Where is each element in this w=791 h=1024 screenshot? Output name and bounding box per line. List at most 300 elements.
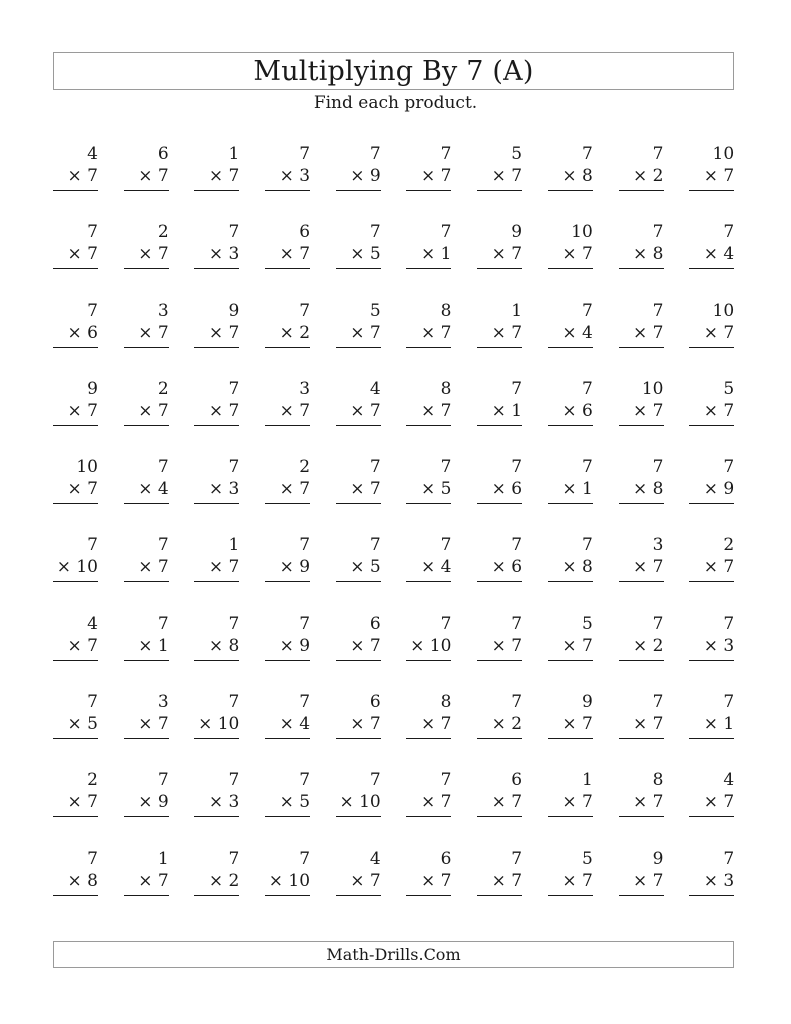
title-box bbox=[53, 52, 734, 90]
answer-line bbox=[124, 190, 169, 191]
problem bbox=[265, 848, 310, 895]
problem bbox=[336, 848, 381, 895]
problem-multiplier: × 1 bbox=[491, 400, 523, 421]
problem-top-number: 7 bbox=[652, 613, 664, 634]
problem bbox=[477, 221, 522, 268]
answer-line bbox=[194, 738, 239, 739]
answer-line bbox=[406, 738, 451, 739]
answer-line bbox=[619, 425, 664, 426]
problem bbox=[194, 848, 239, 895]
problem-multiplier: × 2 bbox=[633, 635, 664, 656]
problem-multiplier: × 7 bbox=[208, 322, 240, 343]
problem-top-number: 9 bbox=[652, 848, 664, 869]
problem-multiplier: × 7 bbox=[420, 870, 452, 891]
problem bbox=[124, 769, 169, 816]
answer-line bbox=[619, 816, 664, 817]
problem-top-number: 7 bbox=[157, 535, 169, 556]
problem-multiplier: × 7 bbox=[420, 714, 452, 735]
answer-line bbox=[124, 738, 169, 739]
answer-line bbox=[265, 816, 310, 817]
problem bbox=[124, 378, 169, 425]
problem-multiplier: × 7 bbox=[633, 400, 664, 421]
answer-line bbox=[477, 347, 522, 348]
problem bbox=[548, 378, 593, 425]
problem bbox=[124, 456, 169, 503]
problem bbox=[689, 456, 734, 503]
problem-top-number: 6 bbox=[440, 848, 452, 869]
answer-line bbox=[53, 816, 98, 817]
problem bbox=[336, 378, 381, 425]
problem-multiplier: × 3 bbox=[208, 479, 240, 500]
answer-line bbox=[406, 347, 451, 348]
answer-line bbox=[124, 895, 169, 896]
problem bbox=[477, 378, 522, 425]
answer-line bbox=[53, 738, 98, 739]
problem bbox=[194, 143, 239, 190]
answer-line bbox=[265, 503, 310, 504]
problem-top-number: 7 bbox=[228, 848, 240, 869]
instructions: Find each product. bbox=[313, 93, 478, 113]
answer-line bbox=[53, 660, 98, 661]
worksheet-title: Multiplying By 7 (A) bbox=[253, 55, 534, 87]
problem-top-number: 1 bbox=[157, 848, 169, 869]
problem bbox=[619, 378, 664, 425]
problem-multiplier: × 10 bbox=[410, 635, 452, 656]
answer-line bbox=[194, 190, 239, 191]
answer-line bbox=[689, 503, 734, 504]
problem-top-number: 7 bbox=[299, 848, 311, 869]
problem-multiplier: × 9 bbox=[703, 479, 735, 500]
problem-multiplier: × 7 bbox=[138, 322, 169, 343]
problem-multiplier: × 7 bbox=[420, 400, 452, 421]
problem-top-number: 1 bbox=[511, 300, 523, 321]
problem-top-number: 3 bbox=[299, 378, 311, 399]
problem-multiplier: × 6 bbox=[491, 557, 523, 578]
problem-multiplier: × 7 bbox=[138, 870, 169, 891]
problem bbox=[689, 378, 734, 425]
problem-top-number: 7 bbox=[228, 222, 240, 243]
problem bbox=[548, 769, 593, 816]
problem bbox=[336, 691, 381, 738]
problem bbox=[689, 691, 734, 738]
problem-top-number: 4 bbox=[369, 378, 381, 399]
problem bbox=[265, 300, 310, 347]
problem bbox=[689, 143, 734, 190]
problem bbox=[336, 769, 381, 816]
problem-top-number: 7 bbox=[299, 613, 311, 634]
answer-line bbox=[548, 660, 593, 661]
problem bbox=[124, 300, 169, 347]
answer-line bbox=[336, 738, 381, 739]
problem-multiplier: × 7 bbox=[562, 792, 593, 813]
answer-line bbox=[477, 581, 522, 582]
problem-multiplier: × 7 bbox=[138, 244, 169, 265]
answer-line bbox=[689, 816, 734, 817]
problem-multiplier: × 3 bbox=[279, 166, 311, 186]
problem-multiplier: × 3 bbox=[208, 244, 240, 265]
answer-line bbox=[124, 816, 169, 817]
problem bbox=[124, 848, 169, 895]
problem-top-number: 4 bbox=[87, 144, 98, 164]
problem-top-number: 7 bbox=[87, 692, 98, 713]
problem-multiplier: × 8 bbox=[208, 635, 240, 656]
problem-top-number: 7 bbox=[652, 300, 664, 321]
answer-line bbox=[619, 895, 664, 896]
problem bbox=[124, 221, 169, 268]
problem bbox=[619, 691, 664, 738]
problem bbox=[548, 143, 593, 190]
problem-multiplier: × 6 bbox=[491, 479, 523, 500]
problem-multiplier: × 7 bbox=[633, 322, 664, 343]
answer-line bbox=[53, 268, 98, 269]
problem-top-number: 4 bbox=[87, 613, 98, 634]
problem-multiplier: × 7 bbox=[491, 635, 523, 656]
problem bbox=[548, 534, 593, 581]
problem bbox=[124, 534, 169, 581]
problem-multiplier: × 7 bbox=[350, 322, 381, 343]
problem-multiplier: × 9 bbox=[279, 557, 311, 578]
answer-line bbox=[265, 425, 310, 426]
problem bbox=[336, 221, 381, 268]
problem-multiplier: × 7 bbox=[703, 166, 735, 186]
problem-top-number: 1 bbox=[228, 144, 240, 164]
problem-multiplier: × 7 bbox=[562, 870, 593, 891]
problem-multiplier: × 7 bbox=[67, 400, 98, 421]
problem-top-number: 5 bbox=[723, 378, 735, 399]
answer-line bbox=[619, 581, 664, 582]
problem-multiplier: × 9 bbox=[138, 792, 169, 813]
problem-multiplier: × 7 bbox=[67, 635, 98, 656]
problem-top-number: 5 bbox=[511, 144, 523, 164]
problem-top-number: 8 bbox=[440, 692, 452, 713]
problem-multiplier: × 1 bbox=[703, 714, 735, 735]
answer-line bbox=[265, 190, 310, 191]
problem bbox=[265, 769, 310, 816]
answer-line bbox=[194, 895, 239, 896]
problem-multiplier: × 7 bbox=[138, 557, 169, 578]
problem-multiplier: × 8 bbox=[633, 479, 664, 500]
problem-multiplier: × 7 bbox=[420, 322, 452, 343]
problem-top-number: 7 bbox=[511, 692, 523, 713]
problem-multiplier: × 3 bbox=[703, 635, 735, 656]
problem-top-number: 7 bbox=[511, 848, 523, 869]
problem-top-number: 7 bbox=[369, 535, 381, 556]
answer-line bbox=[477, 268, 522, 269]
problem bbox=[477, 691, 522, 738]
problem bbox=[53, 769, 98, 816]
problem bbox=[548, 300, 593, 347]
answer-line bbox=[689, 347, 734, 348]
problem-top-number: 7 bbox=[723, 457, 735, 478]
answer-line bbox=[477, 895, 522, 896]
answer-line bbox=[619, 347, 664, 348]
problem bbox=[53, 456, 98, 503]
answer-line bbox=[619, 190, 664, 191]
problem-multiplier: × 7 bbox=[67, 792, 98, 813]
problem-top-number: 7 bbox=[369, 457, 381, 478]
answer-line bbox=[406, 816, 451, 817]
problem bbox=[406, 769, 451, 816]
problem bbox=[548, 456, 593, 503]
problem-multiplier: × 4 bbox=[420, 557, 452, 578]
problem-multiplier: × 2 bbox=[279, 322, 311, 343]
answer-line bbox=[265, 738, 310, 739]
problem-top-number: 6 bbox=[369, 692, 381, 713]
problem-multiplier: × 5 bbox=[420, 479, 452, 500]
answer-line bbox=[477, 503, 522, 504]
problem-multiplier: × 3 bbox=[208, 792, 240, 813]
problem-top-number: 7 bbox=[581, 457, 593, 478]
problem-top-number: 7 bbox=[581, 378, 593, 399]
problem bbox=[406, 378, 451, 425]
answer-line bbox=[477, 738, 522, 739]
answer-line bbox=[53, 895, 98, 896]
problem-multiplier: × 7 bbox=[703, 792, 735, 813]
problem bbox=[619, 769, 664, 816]
problem-top-number: 4 bbox=[369, 848, 381, 869]
answer-line bbox=[548, 581, 593, 582]
problem bbox=[265, 143, 310, 190]
problem bbox=[619, 456, 664, 503]
problem-multiplier: × 7 bbox=[491, 322, 523, 343]
problem bbox=[406, 300, 451, 347]
problem-multiplier: × 7 bbox=[67, 166, 98, 186]
problem-top-number: 1 bbox=[228, 535, 240, 556]
answer-line bbox=[194, 503, 239, 504]
problem bbox=[265, 534, 310, 581]
problem-top-number: 7 bbox=[299, 692, 311, 713]
problem-multiplier: × 7 bbox=[562, 244, 593, 265]
answer-line bbox=[406, 503, 451, 504]
answer-line bbox=[548, 190, 593, 191]
problem-top-number: 10 bbox=[76, 457, 98, 478]
answer-line bbox=[406, 425, 451, 426]
problem-top-number: 10 bbox=[641, 378, 664, 399]
answer-line bbox=[53, 347, 98, 348]
problem-multiplier: × 6 bbox=[67, 322, 98, 343]
footer-box bbox=[53, 941, 734, 968]
problem-top-number: 9 bbox=[581, 692, 593, 713]
problem-top-number: 7 bbox=[228, 613, 240, 634]
problem-multiplier: × 7 bbox=[491, 166, 523, 186]
problem-multiplier: × 10 bbox=[268, 870, 311, 891]
problem-multiplier: × 7 bbox=[633, 714, 664, 735]
problem-top-number: 10 bbox=[712, 300, 735, 321]
problem bbox=[53, 300, 98, 347]
problem-multiplier: × 7 bbox=[562, 635, 593, 656]
answer-line bbox=[406, 268, 451, 269]
problem-multiplier: × 8 bbox=[633, 244, 664, 265]
answer-line bbox=[548, 738, 593, 739]
problem-top-number: 7 bbox=[228, 457, 240, 478]
problem-top-number: 7 bbox=[581, 535, 593, 556]
answer-line bbox=[477, 660, 522, 661]
problem bbox=[689, 848, 734, 895]
answer-line bbox=[124, 503, 169, 504]
problem bbox=[53, 691, 98, 738]
problem-top-number: 6 bbox=[511, 770, 523, 791]
problem-grid bbox=[53, 143, 734, 895]
answer-line bbox=[689, 268, 734, 269]
problem bbox=[124, 143, 169, 190]
problem bbox=[194, 378, 239, 425]
problem bbox=[336, 300, 381, 347]
problem-multiplier: × 7 bbox=[350, 714, 381, 735]
problem-top-number: 9 bbox=[511, 222, 523, 243]
answer-line bbox=[689, 425, 734, 426]
problem-multiplier: × 2 bbox=[208, 870, 240, 891]
problem-top-number: 5 bbox=[369, 300, 381, 321]
problem bbox=[477, 769, 522, 816]
problem-multiplier: × 10 bbox=[198, 714, 240, 735]
problem-top-number: 7 bbox=[440, 770, 452, 791]
problem bbox=[406, 221, 451, 268]
problem bbox=[477, 456, 522, 503]
answer-line bbox=[548, 425, 593, 426]
problem-top-number: 7 bbox=[581, 300, 593, 321]
problem-multiplier: × 7 bbox=[67, 479, 98, 500]
problem-multiplier: × 7 bbox=[633, 870, 664, 891]
problem-multiplier: × 7 bbox=[138, 714, 169, 735]
problem bbox=[689, 221, 734, 268]
problem-multiplier: × 8 bbox=[562, 166, 593, 186]
problem bbox=[124, 613, 169, 660]
problem-top-number: 7 bbox=[440, 457, 452, 478]
problem-top-number: 7 bbox=[157, 770, 169, 791]
answer-line bbox=[406, 581, 451, 582]
problem-top-number: 8 bbox=[440, 300, 452, 321]
problem-top-number: 7 bbox=[299, 535, 311, 556]
problem bbox=[194, 534, 239, 581]
problem bbox=[477, 613, 522, 660]
problem-top-number: 7 bbox=[157, 613, 169, 634]
problem bbox=[53, 613, 98, 660]
problem bbox=[406, 534, 451, 581]
problem bbox=[194, 613, 239, 660]
problem bbox=[406, 456, 451, 503]
problem bbox=[406, 848, 451, 895]
problem-multiplier: × 8 bbox=[562, 557, 593, 578]
problem bbox=[477, 848, 522, 895]
problem-multiplier: × 9 bbox=[279, 635, 311, 656]
problem-multiplier: × 4 bbox=[138, 479, 169, 500]
problem bbox=[548, 221, 593, 268]
problem-top-number: 7 bbox=[369, 144, 381, 164]
problem-top-number: 2 bbox=[157, 222, 169, 243]
problem-multiplier: × 5 bbox=[350, 557, 381, 578]
problem-top-number: 7 bbox=[581, 144, 593, 164]
problem-top-number: 2 bbox=[87, 770, 98, 791]
problem-multiplier: × 7 bbox=[350, 635, 381, 656]
answer-line bbox=[194, 581, 239, 582]
problem-multiplier: × 7 bbox=[420, 792, 452, 813]
footer-text: Math-Drills.Com bbox=[326, 945, 461, 964]
problem bbox=[265, 613, 310, 660]
problem bbox=[194, 769, 239, 816]
problem-top-number: 7 bbox=[228, 692, 240, 713]
problem-multiplier: × 5 bbox=[279, 792, 311, 813]
answer-line bbox=[53, 581, 98, 582]
problem-top-number: 1 bbox=[581, 770, 593, 791]
answer-line bbox=[336, 816, 381, 817]
answer-line bbox=[194, 816, 239, 817]
problem-multiplier: × 8 bbox=[67, 870, 98, 891]
problem bbox=[619, 613, 664, 660]
problem bbox=[336, 456, 381, 503]
problem bbox=[619, 143, 664, 190]
problem-top-number: 8 bbox=[440, 378, 452, 399]
answer-line bbox=[336, 660, 381, 661]
problem-top-number: 7 bbox=[511, 457, 523, 478]
answer-line bbox=[265, 581, 310, 582]
problem bbox=[265, 378, 310, 425]
answer-line bbox=[406, 895, 451, 896]
problem bbox=[689, 534, 734, 581]
problem bbox=[53, 221, 98, 268]
problem-top-number: 3 bbox=[652, 535, 664, 556]
problem bbox=[689, 613, 734, 660]
answer-line bbox=[619, 738, 664, 739]
problem-top-number: 7 bbox=[369, 222, 381, 243]
problem-top-number: 7 bbox=[511, 535, 523, 556]
answer-line bbox=[336, 268, 381, 269]
problem bbox=[548, 613, 593, 660]
problem-multiplier: × 7 bbox=[208, 557, 240, 578]
problem-multiplier: × 7 bbox=[703, 557, 735, 578]
answer-line bbox=[53, 190, 98, 191]
answer-line bbox=[124, 660, 169, 661]
problem-top-number: 7 bbox=[652, 144, 664, 164]
problem bbox=[406, 691, 451, 738]
problem bbox=[194, 221, 239, 268]
problem bbox=[619, 221, 664, 268]
problem-multiplier: × 9 bbox=[350, 166, 381, 186]
problem-multiplier: × 1 bbox=[420, 244, 452, 265]
problem bbox=[619, 300, 664, 347]
problem-top-number: 9 bbox=[228, 300, 240, 321]
problem-top-number: 7 bbox=[723, 692, 735, 713]
problem-top-number: 7 bbox=[87, 535, 98, 556]
problem-multiplier: × 7 bbox=[420, 166, 452, 186]
answer-line bbox=[194, 268, 239, 269]
problem-multiplier: × 7 bbox=[279, 400, 311, 421]
problem-multiplier: × 7 bbox=[279, 244, 311, 265]
answer-line bbox=[689, 581, 734, 582]
problem-top-number: 7 bbox=[440, 535, 452, 556]
problem-multiplier: × 5 bbox=[67, 714, 98, 735]
problem-multiplier: × 7 bbox=[633, 557, 664, 578]
answer-line bbox=[619, 268, 664, 269]
problem bbox=[53, 848, 98, 895]
answer-line bbox=[477, 816, 522, 817]
problem-multiplier: × 7 bbox=[633, 792, 664, 813]
answer-line bbox=[124, 347, 169, 348]
problem-multiplier: × 10 bbox=[56, 557, 98, 578]
problem bbox=[336, 534, 381, 581]
answer-line bbox=[336, 503, 381, 504]
answer-line bbox=[194, 425, 239, 426]
problem-top-number: 3 bbox=[157, 692, 169, 713]
problem bbox=[406, 613, 451, 660]
answer-line bbox=[336, 190, 381, 191]
problem-top-number: 7 bbox=[87, 222, 98, 243]
answer-line bbox=[689, 895, 734, 896]
answer-line bbox=[548, 816, 593, 817]
problem-top-number: 5 bbox=[581, 848, 593, 869]
answer-line bbox=[124, 581, 169, 582]
answer-line bbox=[548, 503, 593, 504]
answer-line bbox=[336, 347, 381, 348]
